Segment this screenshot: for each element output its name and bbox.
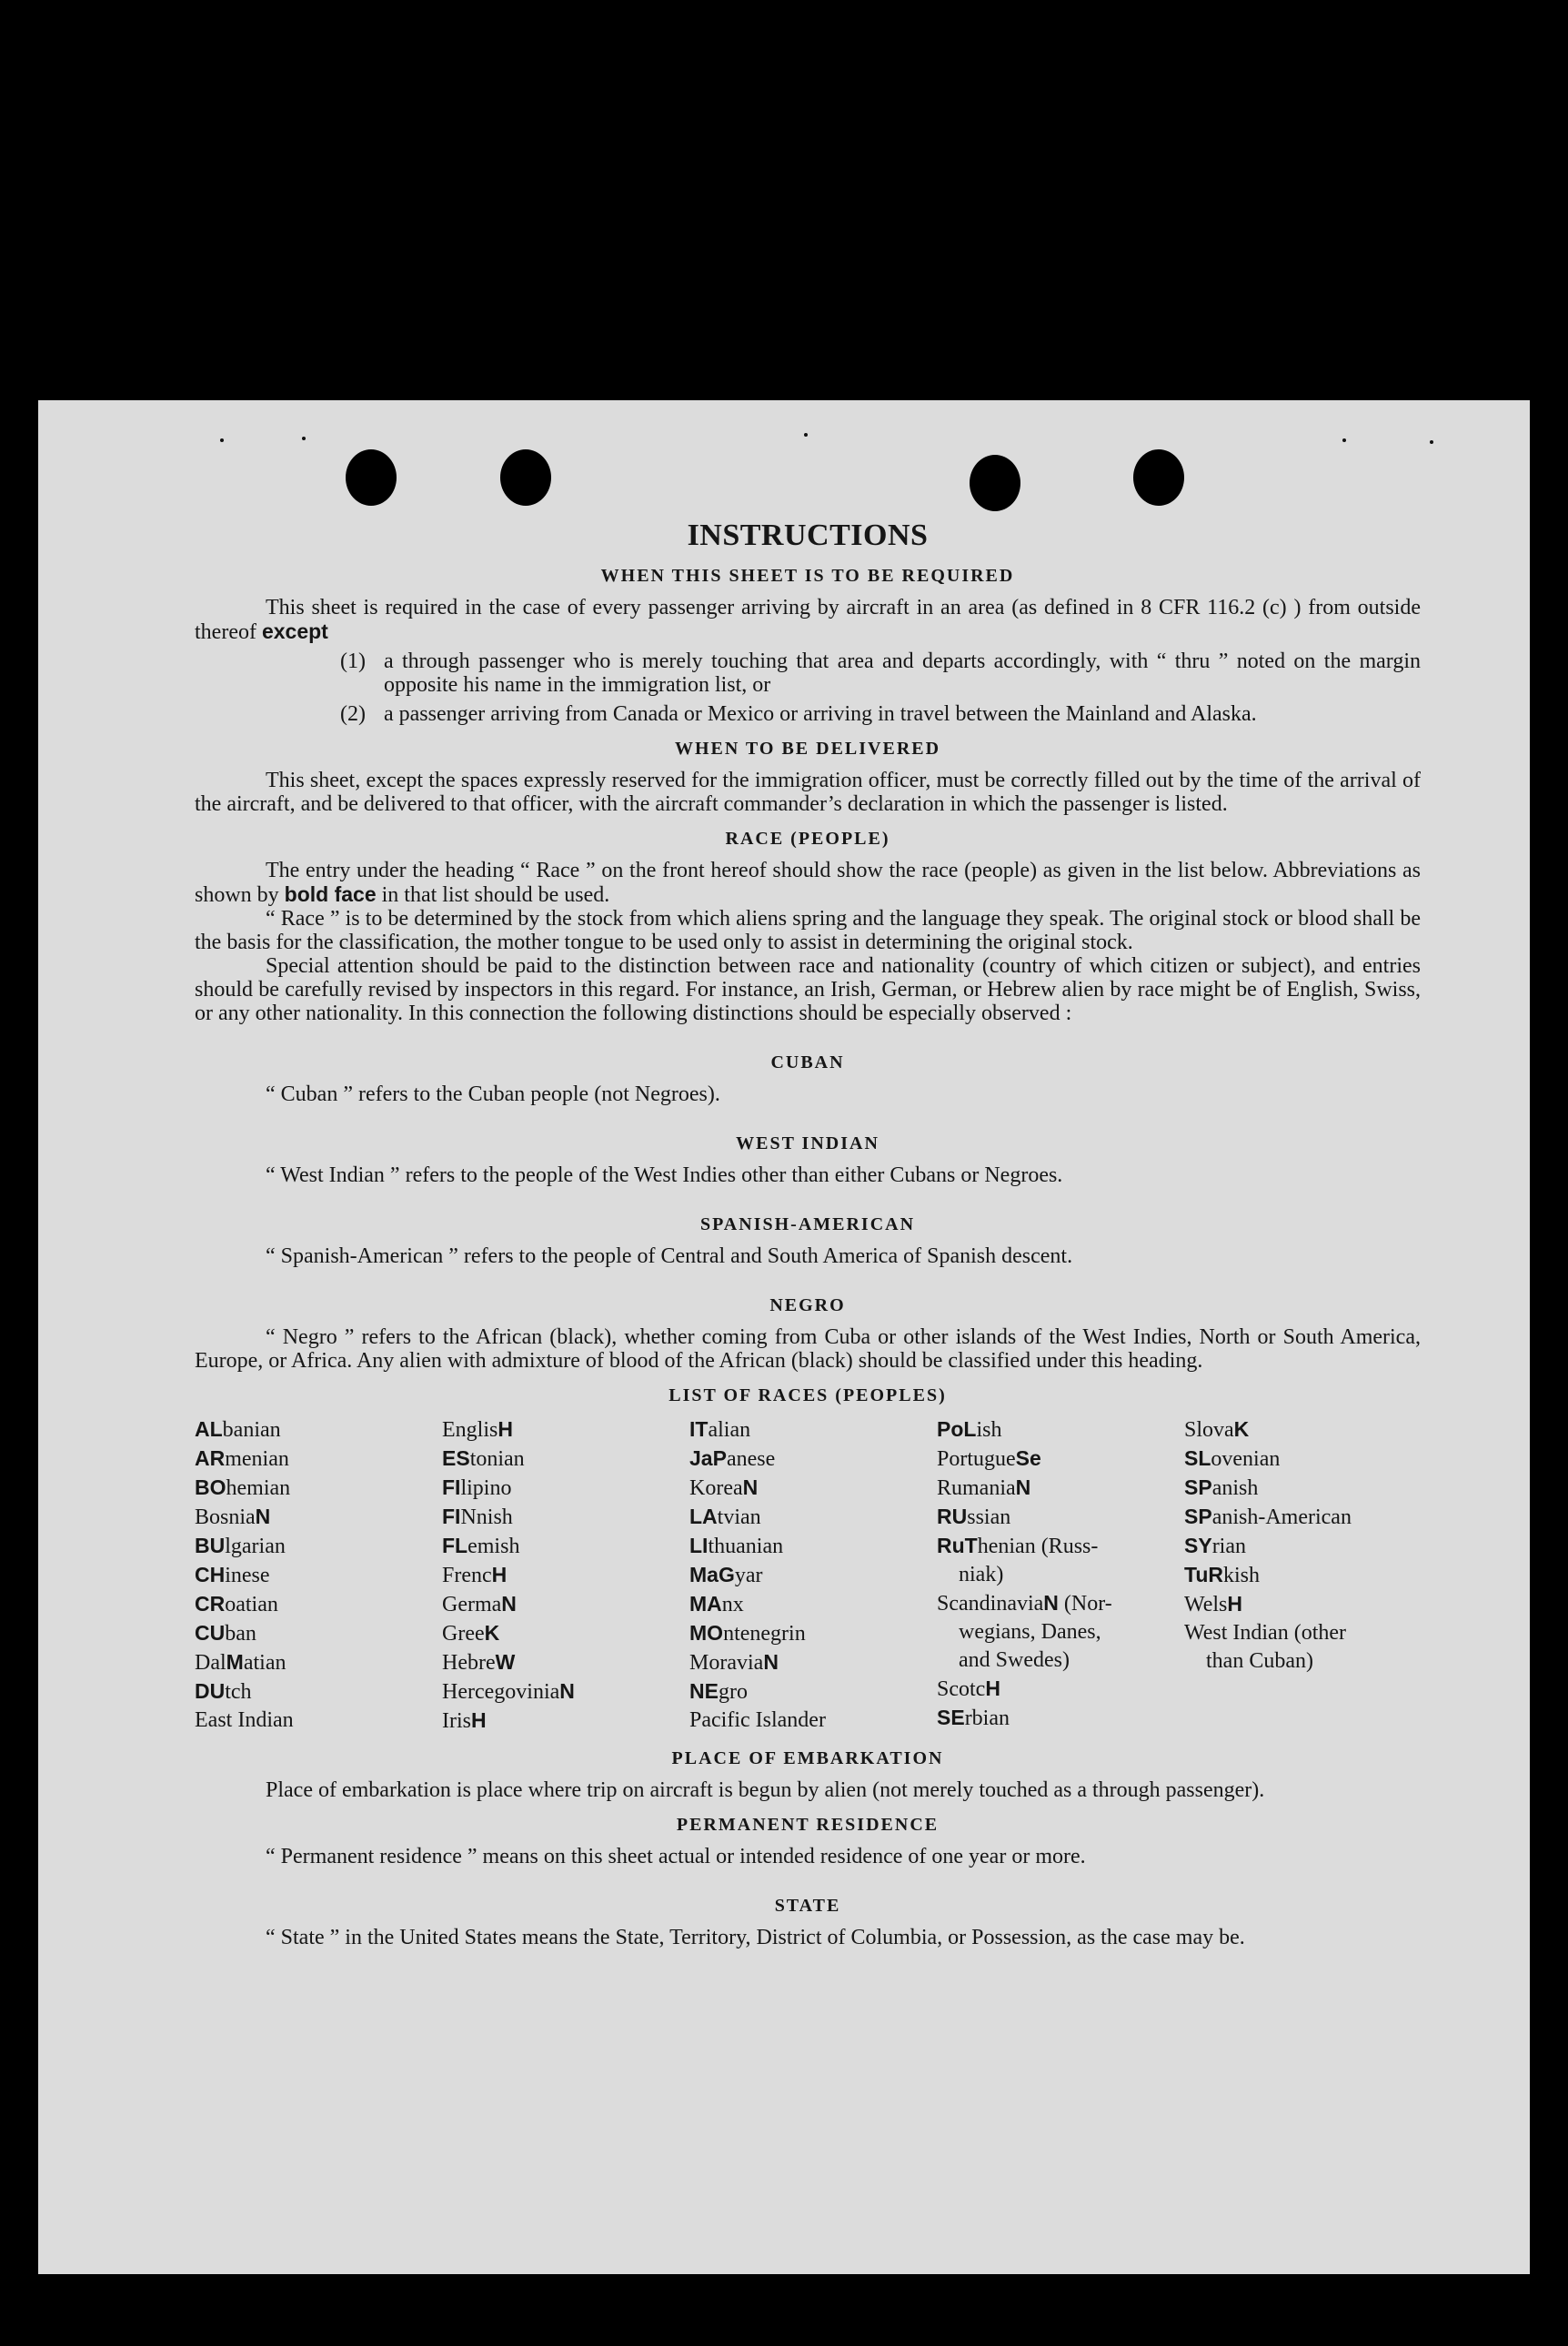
race-abbreviation: H <box>471 1708 487 1732</box>
except-keyword: except <box>261 619 328 643</box>
heading-when-delivered: WHEN TO BE DELIVERED <box>674 739 941 759</box>
race-entry: GreeK <box>442 1621 500 1646</box>
race-abbreviation: N <box>1043 1591 1059 1615</box>
item-text: a passenger arriving from Canada or Mexico or arriving in travel between the Mainland and Alaska. <box>384 702 1257 726</box>
race-entry: SLovenian <box>1184 1446 1281 1471</box>
race-entry: SPanish-American <box>1184 1505 1352 1529</box>
race-entry: Pacific Islander <box>689 1708 826 1732</box>
heading-when-required: WHEN THIS SHEET IS TO BE REQUIRED <box>600 566 1015 586</box>
race-column <box>689 1415 937 1736</box>
speck <box>1430 440 1433 444</box>
race-abbreviation: JaP <box>689 1446 727 1470</box>
race-abbreviation: AL <box>195 1417 223 1441</box>
exception-item-1 <box>340 649 1421 697</box>
race-abbreviation: K <box>1233 1417 1250 1441</box>
speck <box>302 437 306 440</box>
race-entry: HebreW <box>442 1650 516 1675</box>
residence-text: “ Permanent residence ” means on this sheet actual or intended residence of one year or more. <box>266 1845 1086 1868</box>
race-abbreviation: RuT <box>937 1534 978 1557</box>
race-entry: MoraviaN <box>689 1650 779 1675</box>
race-abbreviation: CR <box>195 1592 226 1616</box>
race-abbreviation: N <box>255 1505 271 1528</box>
race-abbreviation: NE <box>689 1679 719 1703</box>
race-abbreviation: FI <box>442 1475 461 1499</box>
race-abbreviation: PoL <box>937 1417 977 1441</box>
race-abbreviation: N <box>1015 1475 1031 1499</box>
race-abbreviation: TuR <box>1184 1563 1224 1586</box>
race-entry: SPanish <box>1184 1475 1259 1500</box>
race-column <box>937 1415 1184 1736</box>
document-page <box>38 400 1530 2274</box>
race-abbreviation: FI <box>442 1505 461 1528</box>
race-abbreviation: H <box>1227 1592 1243 1616</box>
instructions-content <box>195 519 1421 1949</box>
race-entry: ScandinaviaN (Nor- <box>937 1591 1112 1616</box>
negro-text: “ Negro ” refers to the African (black), whether coming from Cuba or other islands of the West Indies, North or South America, Europe, or Africa. Any alien with admixture of blood of the African (black) should be classified under this heading. <box>195 1325 1421 1373</box>
race-abbreviation: CU <box>195 1621 226 1645</box>
race-abbreviation: DU <box>195 1679 226 1703</box>
race-abbreviation: SP <box>1184 1475 1212 1499</box>
race-entry: MaGyar <box>689 1563 763 1587</box>
race-entry: SlovaK <box>1184 1417 1250 1442</box>
cuban-text: “ Cuban ” refers to the Cuban people (not Negroes). <box>266 1082 720 1106</box>
race-entry: EnglisH <box>442 1417 513 1442</box>
race-entry: ALbanian <box>195 1417 281 1442</box>
race-column <box>1184 1415 1421 1736</box>
race-entry: FLemish <box>442 1534 520 1558</box>
speck <box>1342 438 1346 442</box>
race-entry: TuRkish <box>1184 1563 1261 1587</box>
race-entry: CUban <box>195 1621 256 1646</box>
race-entry: JaPanese <box>689 1446 776 1471</box>
race-entry: SYrian <box>1184 1534 1246 1558</box>
exception-item-2 <box>340 702 1421 726</box>
race-entry: WelsH <box>1184 1592 1243 1616</box>
race-abbreviation: H <box>498 1417 513 1441</box>
race-abbreviation: H <box>491 1563 508 1586</box>
race-abbreviation: N <box>742 1475 759 1499</box>
race-entry: FINnish <box>442 1505 513 1529</box>
race-abbreviation: MA <box>689 1592 722 1616</box>
race-entry: MOntenegrin <box>689 1621 806 1646</box>
race-abbreviation: SL <box>1184 1446 1211 1470</box>
punch-hole <box>500 449 551 506</box>
race-entry: GermaN <box>442 1592 517 1616</box>
race-abbreviation: N <box>559 1679 575 1703</box>
race-entry: BosniaN <box>195 1505 271 1529</box>
race-entry: RUssian <box>937 1505 1011 1529</box>
race-column <box>442 1415 689 1736</box>
race-entry: FIlipino <box>442 1475 512 1500</box>
race-paragraph-1: The entry under the heading “ Race ” on the front hereof should show the race (people) as given in the list below. Abbreviations as shown by bold face in that list should be used. <box>195 859 1421 907</box>
race-entry: FrencH <box>442 1563 508 1587</box>
race-entry: LAtvian <box>689 1505 761 1529</box>
item-number: (2) <box>340 702 366 726</box>
race-abbreviation: SE <box>937 1706 965 1729</box>
race-abbreviation: K <box>484 1621 500 1645</box>
race-entry: KoreaN <box>689 1475 759 1500</box>
race-entry: and Swedes) <box>959 1648 1070 1672</box>
heading-embarkation: PLACE OF EMBARKATION <box>671 1748 944 1768</box>
spanish-american-text: “ Spanish-American ” refers to the people of Central and South America of Spanish descent. <box>266 1244 1073 1268</box>
race-abbreviation: IT <box>689 1417 709 1441</box>
heading-state: STATE <box>774 1896 841 1916</box>
when-required-intro: This sheet is required in the case of every passenger arriving by aircraft in an area (as defined in 8 CFR 116.2 (c) ) from outside thereof except <box>195 596 1421 644</box>
race-entry: wegians, Danes, <box>959 1620 1101 1644</box>
punch-hole <box>970 455 1020 511</box>
race-entry: CRoatian <box>195 1592 278 1616</box>
race-entry: NEgro <box>689 1679 748 1704</box>
race-abbreviation: BU <box>195 1534 226 1557</box>
race-paragraph-2: “ Race ” is to be determined by the stock from which aliens spring and the language they speak. The original stock or blood shall be the basis for the classification, the mother tongue to be used only to assist in determining the original stock. <box>195 907 1421 954</box>
race-entry: MAnx <box>689 1592 744 1616</box>
race-abbreviation: N <box>763 1650 779 1674</box>
race-entry: HercegoviniaN <box>442 1679 575 1704</box>
race-abbreviation: N <box>501 1592 517 1616</box>
embarkation-text: Place of embarkation is place where trip on aircraft is begun by alien (not merely touched as a through passenger). <box>266 1778 1265 1802</box>
race-entry: RuThenian (Russ- <box>937 1534 1099 1558</box>
race-entry: West Indian (other <box>1184 1621 1347 1645</box>
race-abbreviation: LA <box>689 1505 718 1528</box>
race-abbreviation: ES <box>442 1446 470 1470</box>
race-abbreviation: SY <box>1184 1534 1212 1557</box>
race-abbreviation: MO <box>689 1621 724 1645</box>
race-abbreviation: BO <box>195 1475 226 1499</box>
race-column <box>195 1415 442 1736</box>
race-abbreviation: MaG <box>689 1563 735 1586</box>
race-abbreviation: W <box>495 1650 516 1674</box>
race-entry: IrisH <box>442 1708 487 1733</box>
speck <box>804 433 808 437</box>
race-entry: DUtch <box>195 1679 252 1704</box>
race-entry: BOhemian <box>195 1475 291 1500</box>
race-abbreviation: Se <box>1015 1446 1041 1470</box>
race-entry: PoLish <box>937 1417 1002 1442</box>
race-entry: SErbian <box>937 1706 1010 1730</box>
race-entry: PortugueSe <box>937 1446 1041 1471</box>
heading-spanish-american: SPANISH-AMERICAN <box>699 1214 916 1234</box>
race-entry: CHinese <box>195 1563 270 1587</box>
race-abbreviation: FL <box>442 1534 468 1557</box>
race-entry: ARmenian <box>195 1446 289 1471</box>
race-abbreviation: SP <box>1184 1505 1212 1528</box>
west-indian-text: “ West Indian ” refers to the people of the West Indies other than either Cubans or Negroes. <box>266 1163 1063 1187</box>
race-abbreviation: M <box>226 1650 244 1674</box>
heading-west-indian: WEST INDIAN <box>736 1133 879 1153</box>
punch-hole <box>1133 449 1184 506</box>
punch-hole <box>346 449 397 506</box>
race-abbreviation: CH <box>195 1563 226 1586</box>
speck <box>220 438 224 442</box>
race-entry: East Indian <box>195 1708 294 1732</box>
race-entry: niak) <box>959 1563 1004 1586</box>
item-number: (1) <box>340 649 366 673</box>
race-entry: ScotcH <box>937 1676 1000 1701</box>
race-entry: than Cuban) <box>1206 1649 1313 1673</box>
race-entry: RumaniaN <box>937 1475 1031 1500</box>
when-delivered-text: This sheet, except the spaces expressly reserved for the immigration officer, must be correctly filled out by the time of the arrival of the aircraft, and be delivered to that officer, with the aircraft commander’s declaration in which the passenger is listed. <box>195 769 1421 816</box>
race-abbreviation: LI <box>689 1534 709 1557</box>
heading-list-of-races: LIST OF RACES (PEOPLES) <box>668 1385 947 1405</box>
heading-cuban: CUBAN <box>770 1052 845 1072</box>
state-text: “ State ” in the United States means the State, Territory, District of Columbia, or Possession, as the case may be. <box>266 1926 1245 1949</box>
race-entry: DalMatian <box>195 1650 286 1675</box>
race-entry: LIthuanian <box>689 1534 784 1558</box>
race-entry: BUlgarian <box>195 1534 286 1558</box>
heading-permanent-residence: PERMANENT RESIDENCE <box>676 1815 940 1835</box>
race-abbreviation: AR <box>195 1446 226 1470</box>
item-text: a through passenger who is merely touching that area and departs accordingly, with “ thru ” noted on the margin opposite his name in the immigration list, or <box>384 649 1421 697</box>
heading-negro: NEGRO <box>769 1295 846 1315</box>
race-abbreviation: H <box>985 1676 1000 1700</box>
race-abbreviation: RU <box>937 1505 968 1528</box>
heading-race: RACE (PEOPLE) <box>725 829 890 849</box>
race-paragraph-3: Special attention should be paid to the distinction between race and nationality (country of which citizen or subject), and entries should be carefully revised by inspectors in this regard. For instance, an Irish, German, or Hebrew alien by race might be of English, Swiss, or any other nationality. In this connection the following distinctions should be especially observed : <box>195 954 1421 1025</box>
races-table <box>195 1415 1421 1736</box>
race-entry: ITalian <box>689 1417 751 1442</box>
bold-face-keyword: bold face <box>284 882 377 906</box>
page-title: INSTRUCTIONS <box>687 519 929 552</box>
race-entry: EStonian <box>442 1446 525 1471</box>
